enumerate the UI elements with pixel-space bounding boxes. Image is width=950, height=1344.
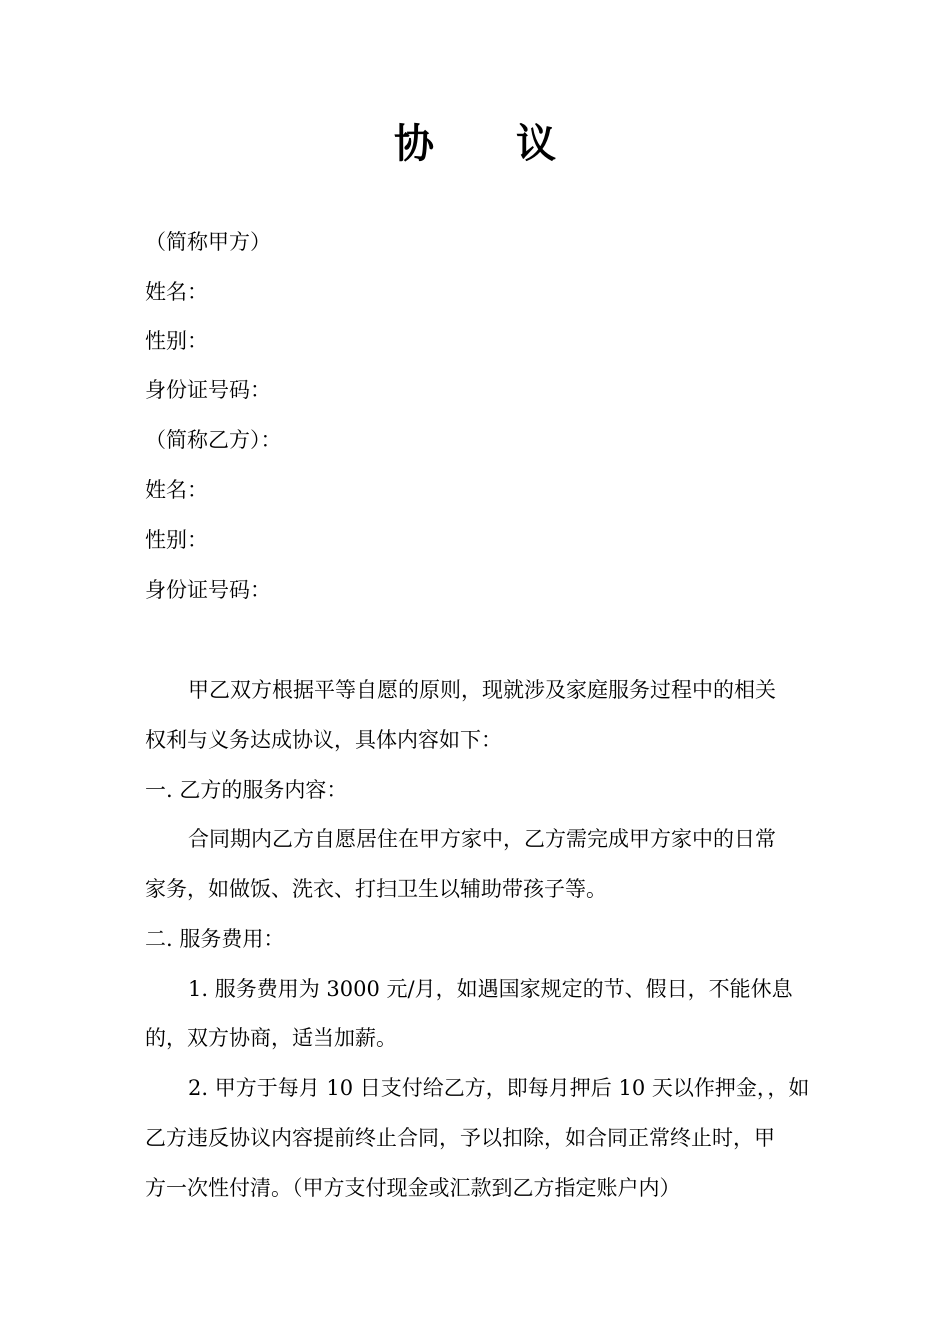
party-b-id-label: 身份证号码：	[145, 578, 271, 602]
party-b-heading: （简称乙方）：	[145, 428, 282, 452]
section-2-item-2-line-1: 2. 甲方于每月 10 日支付给乙方，即每月押后 10 天以作押金，，如	[188, 1076, 810, 1100]
section-2-item-1-line-1: 1. 服务费用为 3000 元/月，如遇国家规定的节、假日，不能休息	[188, 977, 793, 1001]
intro-line-1: 甲乙双方根据平等自愿的原则，现就涉及家庭服务过程中的相关	[188, 678, 776, 702]
section-2-item-2-line-3: 方一次性付清。（甲方支付现金或汇款到乙方指定账户内）	[145, 1176, 681, 1200]
title-char-2: 议	[516, 120, 556, 167]
document-title	[0, 116, 950, 172]
party-a-heading: （简称甲方）	[145, 230, 271, 254]
section-1-line-2: 家务，如做饭、洗衣、打扫卫生以辅助带孩子等。	[145, 877, 607, 901]
section-1-line-1: 合同期内乙方自愿居住在甲方家中，乙方需完成甲方家中的日常	[188, 827, 776, 851]
party-b-name-label: 姓名：	[145, 478, 208, 502]
section-2-heading: 二. 服务费用：	[145, 927, 285, 951]
title-char-1: 协	[394, 120, 434, 167]
section-2-item-2-line-2: 乙方违反协议内容提前终止合同，予以扣除，如合同正常终止时，甲	[145, 1126, 775, 1150]
intro-line-2: 权利与义务达成协议，具体内容如下：	[145, 728, 502, 752]
section-1-heading: 一. 乙方的服务内容：	[145, 778, 348, 802]
section-2-item-1-line-2: 的，双方协商，适当加薪。	[145, 1026, 397, 1050]
party-b-gender-label: 性别：	[145, 528, 208, 552]
party-a-gender-label: 性别：	[145, 329, 208, 353]
party-a-id-label: 身份证号码：	[145, 378, 271, 402]
party-a-name-label: 姓名：	[145, 280, 208, 304]
